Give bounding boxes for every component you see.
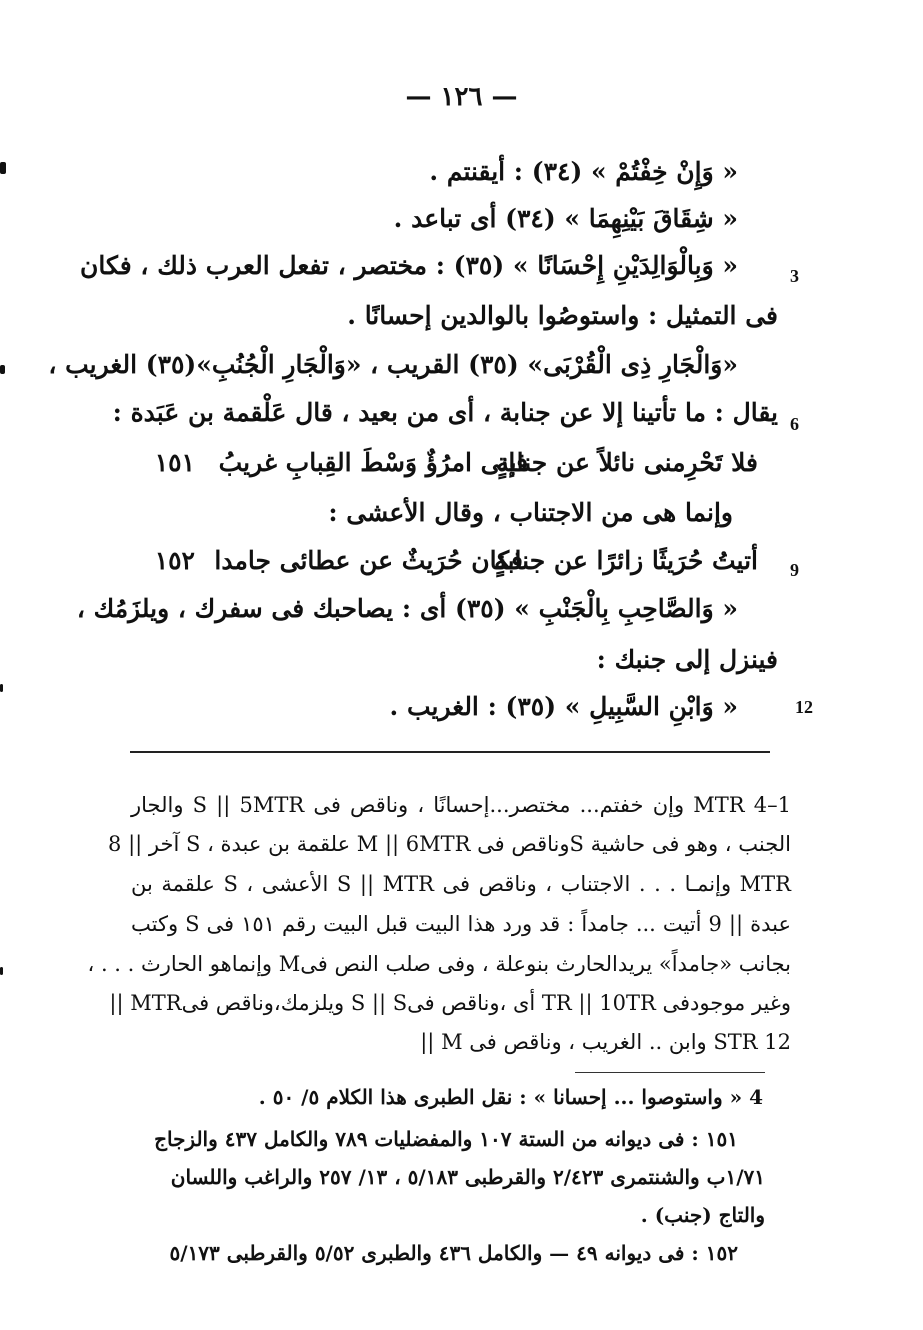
- scan-mark: [0, 967, 3, 975]
- apparatus-line: MTR وإنمـا . . . الاجتناب ، وناقص فى S || MTR الأعشى ، S علقمة بن: [131, 872, 791, 896]
- text-line: « وَإِنْ خِفْتُمْ » (٣٤) : أيقنتم .: [429, 157, 738, 186]
- note-line: ١٥٢ : فى ديوانه ٤٩ — والكامل ٤٣٦ والطبرى ٥/٥٢ والقرطبى ٥/١٧٣: [169, 1241, 738, 1265]
- verse-hemistich: أتيتُ حُرَيثًا زائرًا عن جنابةٍ: [494, 546, 758, 575]
- line-number: 6: [790, 414, 799, 434]
- text-line: يقال : ما تأتينا إلا عن جنابة ، أى من بعيد ، قال عَلْقمة بن عَبَدة :: [112, 398, 778, 427]
- verse-hemistich: فكان حُرَيثٌ عن عطائى جامدا: [214, 546, 523, 575]
- verse-number: ١٥٢: [154, 546, 195, 575]
- note-line: ١/٧١ب والشنتمرى ٢/٤٢٣ والقرطبى ٥/١٨٣ ، ١٣/ ٢٥٧ والراغب واللسان: [170, 1165, 765, 1189]
- scan-mark: [0, 684, 3, 692]
- scan-mark: [0, 162, 6, 174]
- line-number: 9: [790, 560, 799, 580]
- verse-number: ١٥١: [154, 448, 195, 477]
- line-number: 3: [790, 266, 799, 286]
- note-line: والتاج (جنب) .: [640, 1203, 765, 1227]
- scan-mark: [0, 365, 5, 374]
- separator-rule: [130, 751, 770, 753]
- verse-hemistich: فإنى امرُؤٌ وَسْطَ القِبابِ غريبُ: [218, 448, 528, 477]
- apparatus-line: 12 STR وابن .. الغريب ، وناقص فى M ||: [420, 1030, 791, 1054]
- text-line: «وَالْجَارِ ذِى الْقُرْبَى» (٣٥) القريب ، «وَالْجَارِ الْجُنُبِ»(٣٥) الغريب ،: [48, 350, 738, 379]
- page-number: — ١٢٦ —: [405, 82, 518, 112]
- apparatus-line: الجنب ، وهو فى حاشية Sوناقص فى M || 6MTR علقمة بن عبدة ، S آخر || 8: [108, 832, 791, 856]
- text-line: « شِقَاقَ بَيْنِهِمَا » (٣٤) أى تباعد .: [393, 204, 738, 233]
- apparatus-line: وغير موجودفى TR || 10TR أى ،وناقص فىS || S ويلزمك،وناقص فىMTR ||: [109, 991, 791, 1015]
- note-line: 4 « واستوصوا ... إحسانا » : نقل الطبرى هذا الكلام ٥/ ٥٠ .: [258, 1085, 763, 1109]
- apparatus-line: عبدة || 9 أتيت ... جامداً : قد ورد هذا البيت قبل البيت رقم ١٥١ فى S وكتب: [131, 912, 791, 936]
- text-line: « وَبِالْوَالِدَيْنِ إِحْسَانًا » (٣٥) : مختصر ، تفعل العرب ذلك ، فكان: [80, 251, 738, 280]
- verse-hemistich: فلا تَحْرِمنى نائلاً عن جنابةٍ: [496, 448, 758, 477]
- note-line: ١٥١ : فى ديوانه من الستة ١٠٧ والمفضليات ٧٨٩ والكامل ٤٣٧ والزجاج: [154, 1127, 738, 1151]
- notes-rule: [575, 1072, 765, 1073]
- text-line: فينزل إلى جنبك :: [596, 645, 778, 674]
- text-line: « وَابْنِ السَّبِيلِ » (٣٥) : الغريب .: [389, 692, 738, 721]
- text-line: فى التمثيل : واستوصُوا بالوالدين إحسانًا .: [347, 301, 778, 330]
- apparatus-line: بجانب «جامداً» يريدالحارث بنوعلة ، وفى صلب النص فىM وإنماهو الحارث . . . ،: [87, 952, 791, 976]
- text-line: « وَالصَّاحِبِ بِالْجَنْبِ » (٣٥) أى : يصاحبك فى سفرك ، ويلزَمُك ،: [76, 594, 738, 623]
- text-line: وإنما هى من الاجتناب ، وقال الأعشى :: [328, 498, 733, 527]
- line-number: 12: [795, 697, 813, 717]
- apparatus-line: 1–4 MTR وإن خفتم... مختصر...إحسانًا ، وناقص فى S || 5MTR والجار: [131, 793, 792, 817]
